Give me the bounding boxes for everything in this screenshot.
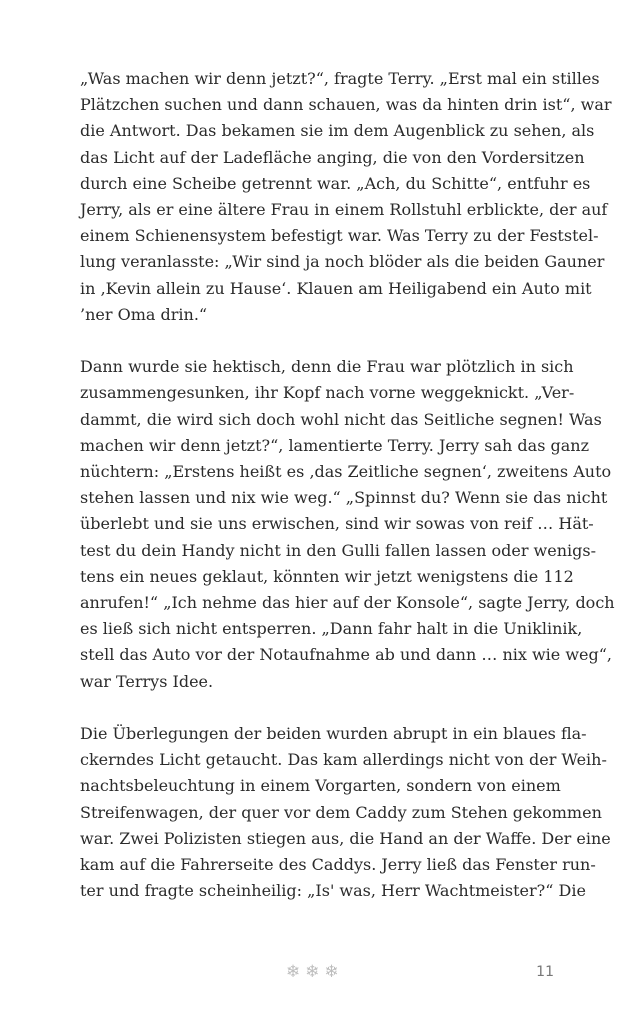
text-line: test du dein Handy nicht in den Gulli fallen lassen oder wenigs- xyxy=(80,540,596,560)
text-line: nachtsbeleuchtung in einem Vorgarten, sondern von einem xyxy=(80,776,561,796)
page-footer xyxy=(0,962,632,986)
text-line: anrufen!“ „Ich nehme das hier auf der Konsole“, sagte Jerry, doch xyxy=(80,593,615,613)
paragraph-2 xyxy=(80,354,615,695)
text-line: durch eine Scheibe getrennt war. „Ach, du Schitte“, entfuhr es xyxy=(80,173,591,193)
paragraph-3 xyxy=(80,721,611,904)
text-line: ckerndes Licht getaucht. Das kam allerdings nicht von der Weih- xyxy=(80,750,607,770)
text-line: „Was machen wir denn jetzt?“, fragte Terry. „Erst mal ein stilles xyxy=(80,69,600,88)
text-line: Jerry, als er eine ältere Frau in einem Rollstuhl erblickte, der auf xyxy=(80,200,608,220)
text-line: zusammengesunken, ihr Kopf nach vorne weggeknickt. „Ver- xyxy=(80,383,575,403)
text-line: kam auf die Fahrerseite des Caddys. Jerry ließ das Fenster run- xyxy=(80,855,596,875)
text-line: lung veranlasste: „Wir sind ja noch blöder als die beiden Gauner xyxy=(80,252,605,272)
text-line: Dann wurde sie hektisch, denn die Frau war plötzlich in sich xyxy=(80,357,574,377)
text-line: das Licht auf der Ladefläche anging, die von den Vordersitzen xyxy=(80,147,585,167)
text-line: machen wir denn jetzt?“, lamentierte Terry. Jerry sah das ganz xyxy=(80,435,590,455)
text-line: die Antwort. Das bekamen sie im dem Augenblick zu sehen, als xyxy=(80,121,595,141)
text-line: es ließ sich nicht entsperren. „Dann fahr halt in die Uniklinik, xyxy=(80,619,583,639)
text-line: ’ner Oma drin.“ xyxy=(80,304,208,324)
text-line: dammt, die wird sich doch wohl nicht das Seitliche segnen! Was xyxy=(80,409,602,429)
text-line: einem Schienensystem befestigt war. Was Terry zu der Feststel- xyxy=(80,226,599,246)
text-line: war. Zwei Polizisten stiegen aus, die Hand an der Waffe. Der eine xyxy=(80,828,611,848)
text-line: tens ein neues geklaut, könnten wir jetzt wenigstens die 112 xyxy=(80,566,574,586)
text-line: Plätzchen suchen und dann schauen, was da hinten drin ist“, war xyxy=(80,95,612,115)
text-line: Streifenwagen, der quer vor dem Caddy zum Stehen gekommen xyxy=(80,802,602,822)
text-line: in ‚Kevin allein zu Hause‘. Klauen am Heiligabend ein Auto mit xyxy=(80,278,592,298)
text-line: ter und fragte scheinheilig: „Is' was, Herr Wachtmeister?“ Die xyxy=(80,881,586,901)
text-line: stehen lassen und nix wie weg.“ „Spinnst du? Wenn sie das nicht xyxy=(80,488,608,508)
text-line: nüchtern: „Erstens heißt es ‚das Zeitliche segnen‘, zweitens Auto xyxy=(80,462,612,482)
text-line: war Terrys Idee. xyxy=(80,671,214,691)
paragraph-1 xyxy=(80,66,612,328)
page-body xyxy=(80,66,615,931)
text-line: überlebt und sie uns erwischen, sind wir sowas von reif … Hät- xyxy=(80,514,594,534)
text-line: stell das Auto vor der Notaufnahme ab und dann … nix wie weg“, xyxy=(80,645,613,665)
snowflake-ornament-icon: ❄❄❄ xyxy=(286,962,344,982)
text-line: Die Überlegungen der beiden wurden abrupt in ein blaues fla- xyxy=(80,724,587,744)
page-number: 11 xyxy=(536,964,554,980)
